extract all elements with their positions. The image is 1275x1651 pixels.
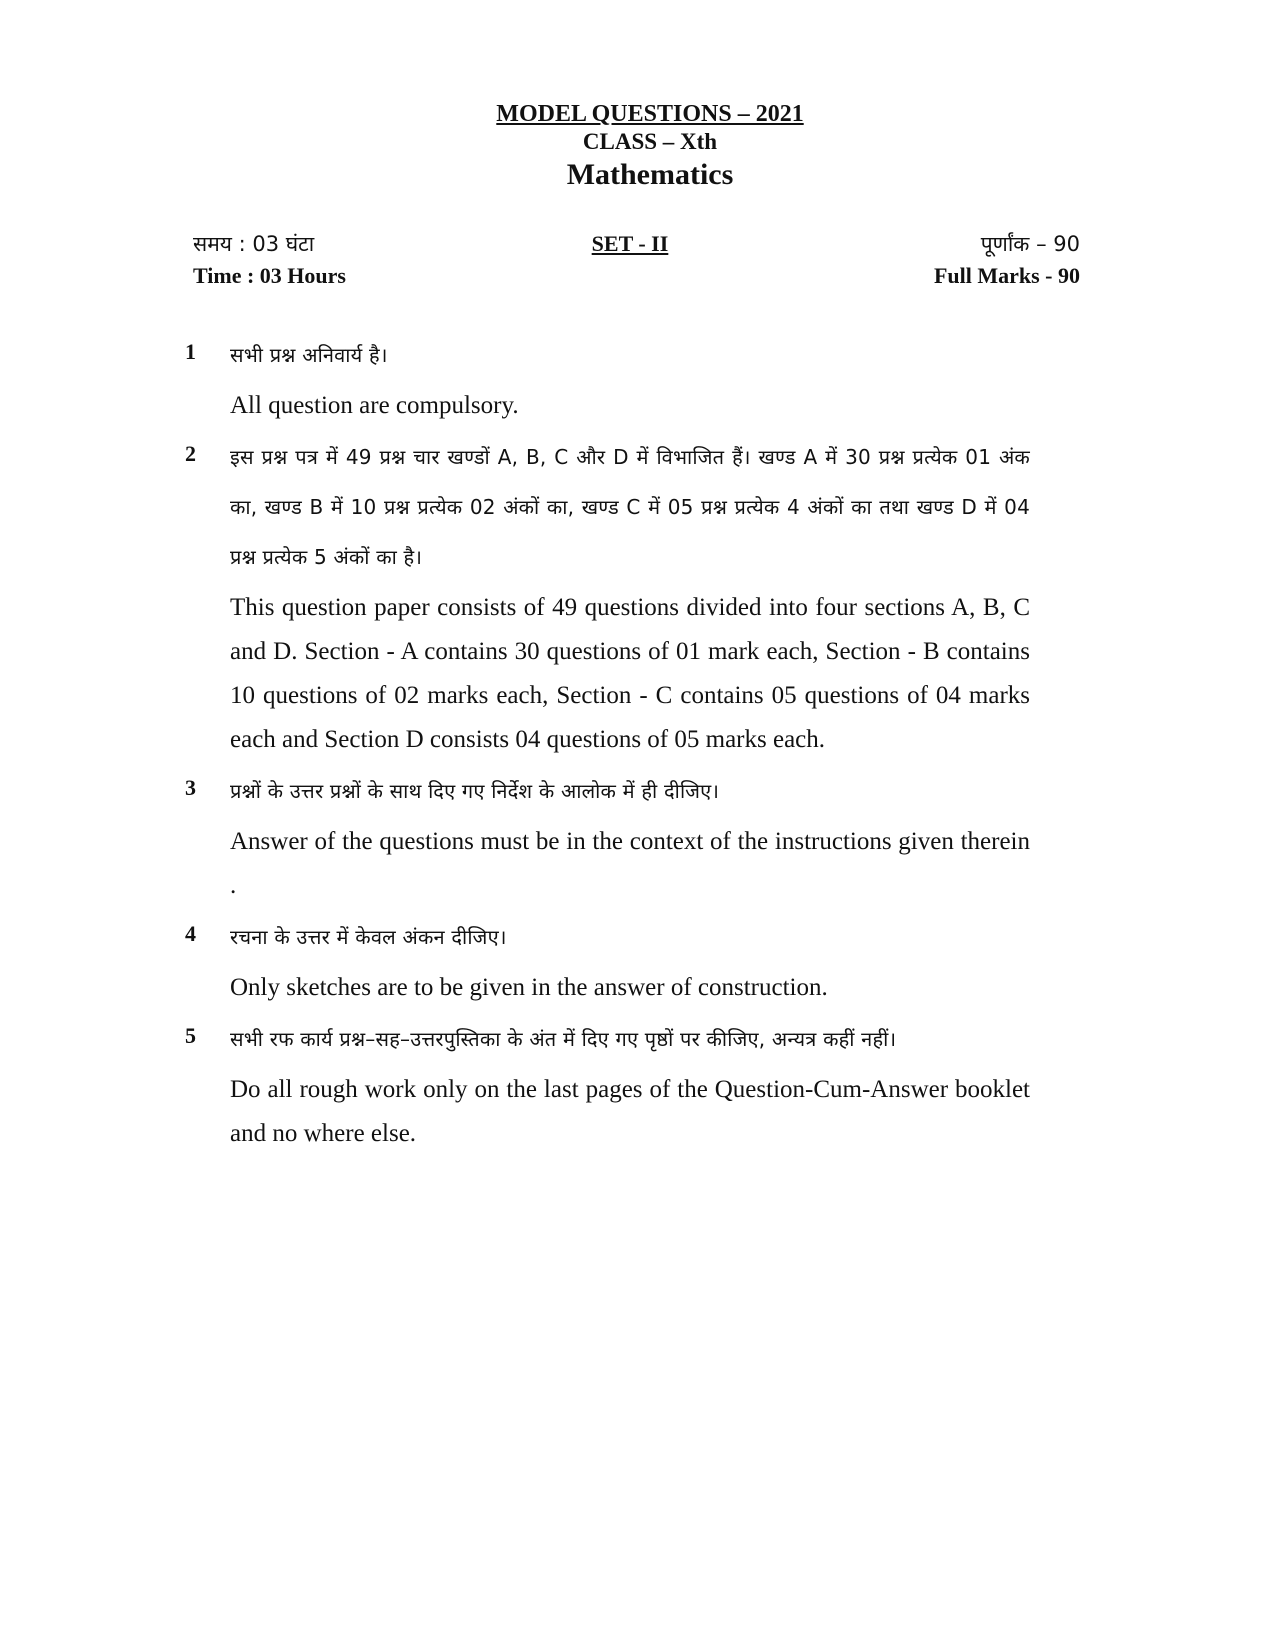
time-hindi: समय : 03 घंटा [193, 232, 315, 256]
time-block [193, 228, 346, 292]
paper-header [0, 102, 1275, 190]
instruction-hindi: प्रश्नों के उत्तर प्रश्नों के साथ दिए गए निर्देश के आलोक में ही दीजिए। [230, 779, 720, 803]
instruction-hindi: सभी रफ कार्य प्रश्न–सह–उत्तरपुस्तिका के अंत में दिए गए पृष्ठों पर कीजिए, अन्यत्र कहीं नहीं। [230, 1027, 897, 1051]
instruction-number: 5 [185, 1023, 196, 1048]
instruction-number: 2 [185, 441, 196, 466]
instruction-item [185, 766, 1030, 908]
instructions-list [185, 330, 1030, 1160]
instruction-number: 3 [185, 775, 196, 800]
instruction-item [185, 330, 1030, 428]
instruction-english: This question paper consists of 49 questions divided into four sections A, B, C and D. Section - A contains 30 questions of 01 mark each, Section - B contains 10 questions of 02 marks each, Section - C contains 05 questions of 04 marks each and Section D consists 04 questions of 05 marks each. [230, 594, 1030, 753]
instruction-number: 4 [185, 921, 196, 946]
paper-title: MODEL QUESTIONS – 2021 [496, 101, 804, 127]
instruction-item [185, 432, 1030, 762]
instruction-item [185, 912, 1030, 1010]
subject-title: Mathematics [566, 158, 734, 191]
class-label: CLASS – Xth [582, 129, 718, 154]
instruction-english: Do all rough work only on the last pages of the Question-Cum-Answer booklet and no where else. [230, 1076, 1030, 1147]
instruction-hindi: रचना के उत्तर में केवल अंकन दीजिए। [230, 925, 507, 949]
instruction-number: 1 [185, 339, 196, 364]
instruction-english: All question are compulsory. [230, 392, 519, 419]
set-label: SET - II [591, 231, 669, 256]
marks-english: Full Marks - 90 [933, 263, 1080, 288]
instruction-hindi: सभी प्रश्न अनिवार्य है। [230, 343, 388, 367]
instruction-item [185, 1014, 1030, 1156]
instruction-english: Only sketches are to be given in the answer of construction. [230, 974, 828, 1001]
marks-block [880, 228, 1080, 292]
marks-hindi: पूर्णांक – 90 [980, 232, 1080, 256]
instruction-english: Answer of the questions must be in the context of the instructions given therein . [230, 828, 1030, 899]
time-english: Time : 03 Hours [193, 263, 346, 288]
instruction-hindi: इस प्रश्न पत्र में 49 प्रश्न चार खण्डों A, B, C और D में विभाजित हैं। खण्ड A में 30 प्रश्न प्रत्येक 01 अंक का, खण्ड B में 10 प्रश्न प्रत्येक 02 अंकों का, खण्ड C में 05 प्रश्न प्रत्येक 4 अंकों का तथा खण्ड D में 04 प्रश्न प्रत्येक 5 अंकों का है। [230, 445, 1030, 569]
